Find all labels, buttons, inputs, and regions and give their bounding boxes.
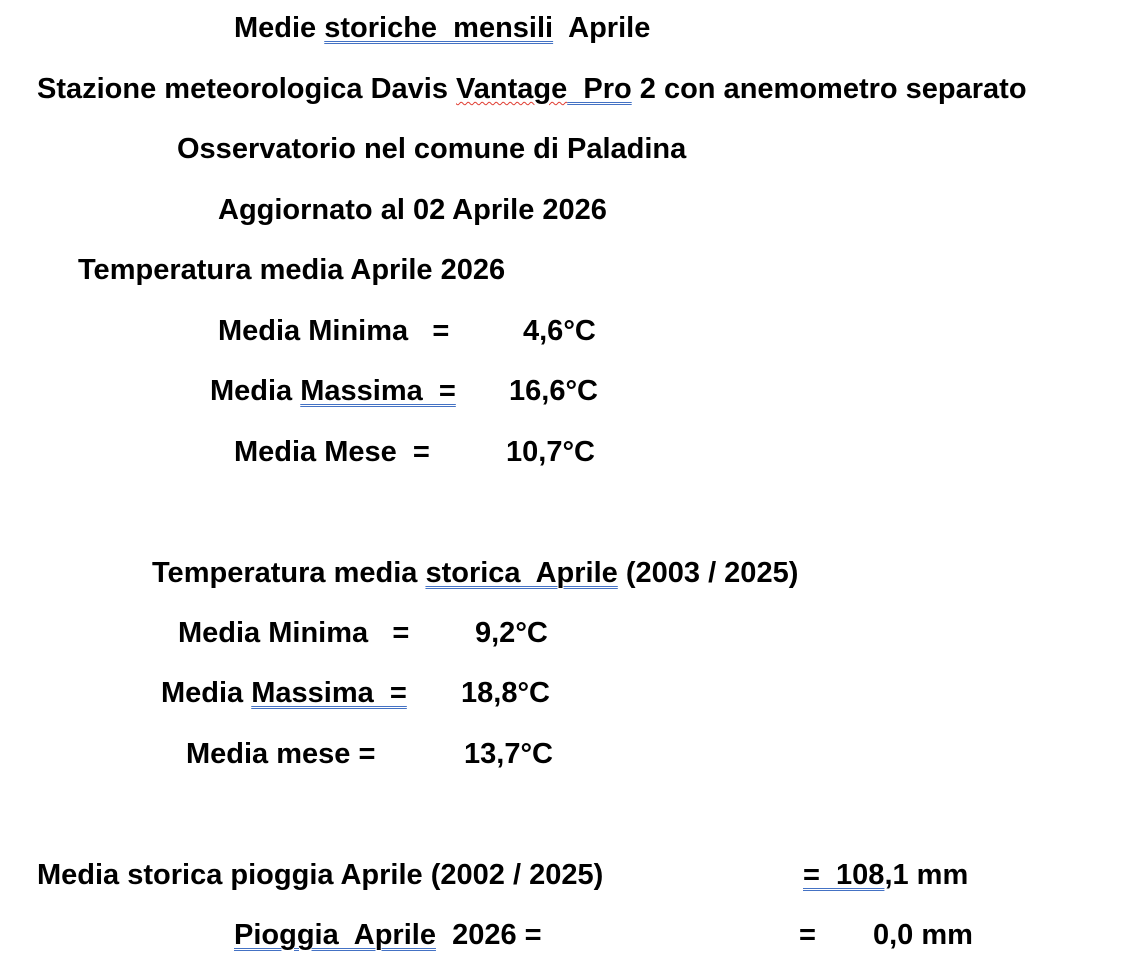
current-max-label-part-1: Media — [210, 375, 301, 407]
rain-current-value: 0,0 mm — [873, 919, 973, 951]
historic-max-label — [161, 676, 407, 710]
historic-heading-part-3: (2003 / 2025) — [617, 557, 799, 589]
title-part-1: Medie — [234, 12, 325, 44]
historic-mean-value: 13,7°C — [464, 738, 553, 770]
current-max-value: 16,6°C — [509, 375, 598, 407]
rain-current-equals: = — [799, 919, 816, 951]
historic-heading — [152, 556, 798, 590]
historic-mean-label: Media mese = — [186, 738, 376, 770]
current-max-label — [210, 374, 456, 408]
rain-current-label-part-2: 2026 = — [435, 919, 542, 951]
current-max-label-part-2: Massima = — [300, 375, 456, 407]
historic-min-label: Media Minima = — [178, 617, 410, 649]
current-mean-value: 10,7°C — [506, 436, 595, 468]
station-part-4: 2 con anemometro separato — [631, 73, 1027, 105]
station-line — [37, 72, 1027, 106]
rain-historic-label: Media storica pioggia Aprile (2002 / 2025) — [37, 859, 604, 891]
page-title — [234, 11, 650, 45]
station-part-3: Pro — [567, 73, 632, 105]
historic-heading-part-1: Temperatura media — [152, 557, 426, 589]
current-min-value: 4,6°C — [523, 315, 596, 347]
observatory-line: Osservatorio nel comune di Paladina — [177, 133, 687, 165]
historic-heading-part-2: storica Aprile — [425, 557, 618, 589]
rain-historic-value-part-1: = 108 — [803, 859, 885, 891]
historic-min-value: 9,2°C — [475, 617, 548, 649]
station-part-1: Stazione meteorologica Davis — [37, 73, 457, 105]
current-heading: Temperatura media Aprile 2026 — [78, 254, 506, 286]
historic-max-value: 18,8°C — [461, 677, 550, 709]
rain-current-label — [234, 918, 542, 952]
historic-max-label-part-2: Massima = — [251, 677, 407, 709]
rain-current-label-part-1: Pioggia Aprile — [234, 919, 436, 951]
rain-historic-value — [803, 858, 968, 892]
historic-max-label-part-1: Media — [161, 677, 252, 709]
current-mean-label: Media Mese = — [234, 436, 430, 468]
station-part-2: Vantage — [456, 73, 568, 105]
rain-historic-value-part-2: ,1 mm — [884, 859, 969, 891]
updated-line: Aggiornato al 02 Aprile 2026 — [218, 194, 607, 226]
current-min-label: Media Minima = — [218, 315, 450, 347]
title-part-3: Aprile — [553, 12, 651, 44]
title-part-2: storiche mensili — [324, 12, 554, 44]
